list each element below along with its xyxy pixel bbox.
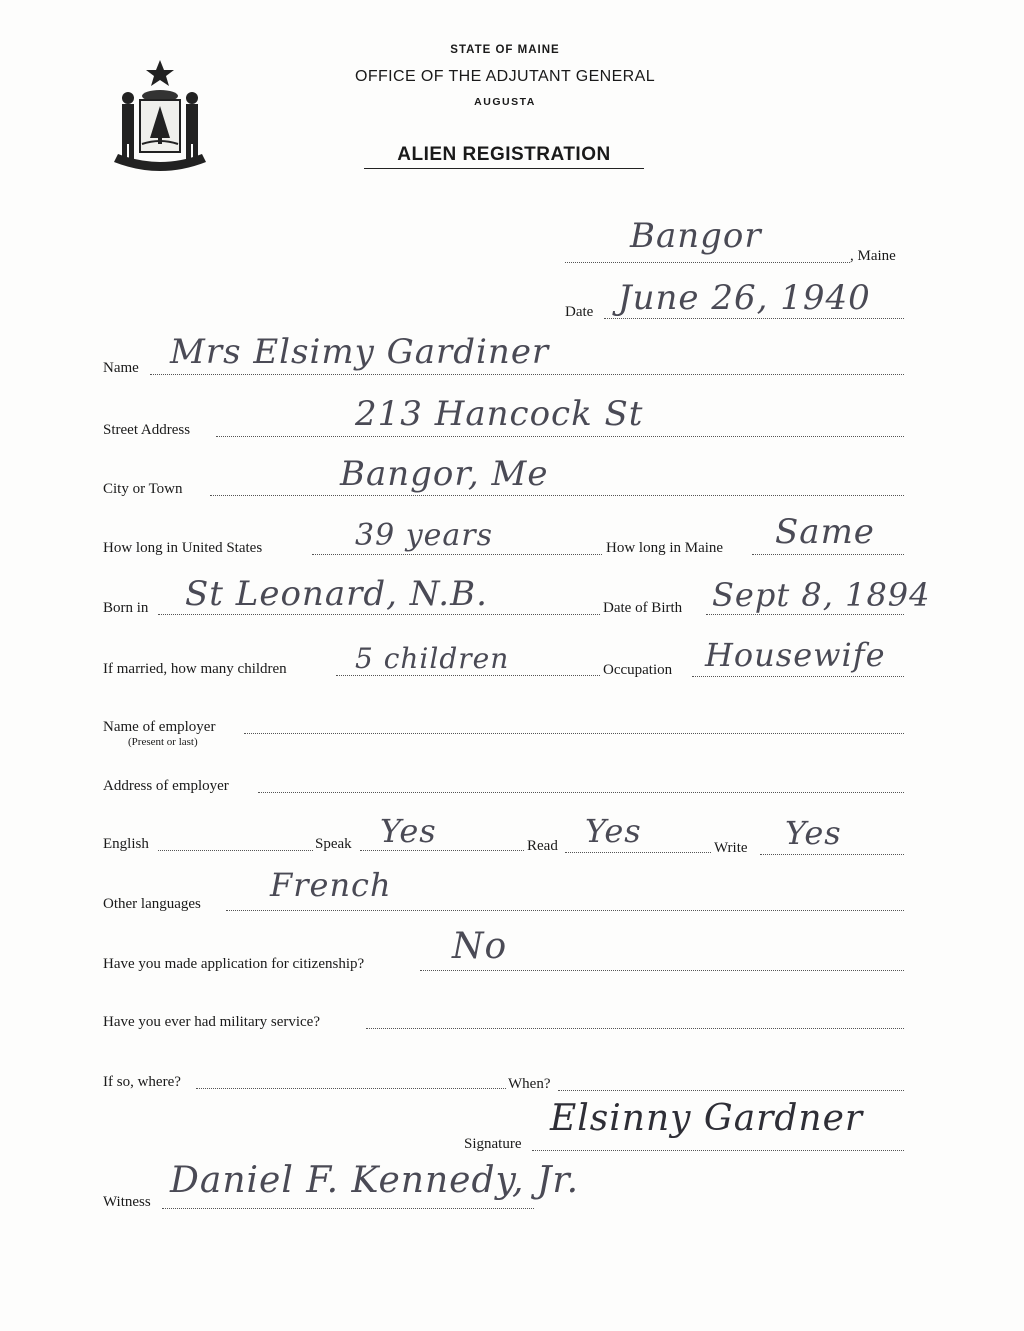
employer-sublabel: (Present or last) [128, 736, 198, 748]
born-in-line [158, 614, 600, 615]
english-label: English [103, 836, 149, 852]
date-value: June 26, 1940 [618, 278, 871, 318]
how-long-us-value: 39 years [355, 518, 494, 553]
name-line [150, 374, 904, 375]
children-line [336, 675, 600, 676]
form-title: ALIEN REGISTRATION [364, 144, 644, 169]
place-line [565, 262, 850, 263]
street-value: 213 Hancock St [355, 394, 644, 434]
children-label: If married, how many children [103, 661, 287, 677]
signature-value: Elsinny Gardner [550, 1098, 864, 1139]
when-line [558, 1090, 904, 1091]
witness-value: Daniel F. Kennedy, Jr. [170, 1160, 580, 1201]
born-in-value: St Leonard, N.B. [185, 574, 488, 614]
city-heading: AUGUSTA [474, 96, 536, 108]
signature-label: Signature [464, 1136, 522, 1152]
date-of-birth-label: Date of Birth [603, 600, 683, 616]
how-long-us-line [312, 554, 602, 555]
write-line [760, 854, 904, 855]
date-of-birth-value: Sept 8, 1894 [712, 576, 931, 614]
employer-label: Name of employer [103, 719, 216, 735]
write-value: Yes [785, 814, 842, 852]
speak-value: Yes [380, 812, 437, 850]
when-label: When? [508, 1076, 551, 1092]
maine-state-seal-icon [110, 58, 210, 182]
read-line [565, 852, 711, 853]
occupation-label: Occupation [603, 662, 673, 678]
where-label: If so, where? [103, 1074, 181, 1090]
occupation-line [692, 676, 904, 677]
city-label: City or Town [103, 481, 183, 497]
how-long-maine-value: Same [775, 512, 875, 552]
english-line [158, 850, 313, 851]
how-long-maine-line [752, 554, 904, 555]
speak-label: Speak [315, 836, 352, 852]
citizenship-value: No [452, 926, 508, 967]
date-of-birth-line [706, 614, 904, 615]
office-heading: OFFICE OF THE ADJUTANT GENERAL [354, 68, 656, 85]
street-line [216, 436, 904, 437]
witness-label: Witness [103, 1194, 151, 1210]
citizenship-label: Have you made application for citizenship? [103, 956, 365, 972]
place-value: Bangor [630, 216, 762, 256]
employer-address-line [258, 792, 904, 793]
occupation-value: Housewife [705, 636, 886, 674]
state-heading: STATE OF MAINE [450, 44, 560, 56]
employer-address-label: Address of employer [103, 778, 229, 794]
read-value: Yes [585, 812, 642, 850]
street-label: Street Address [103, 422, 191, 438]
date-line [604, 318, 904, 319]
citizenship-line [420, 970, 904, 971]
speak-line [360, 850, 524, 851]
military-line [366, 1028, 904, 1029]
children-value: 5 children [355, 642, 510, 675]
how-long-us-label: How long in United States [103, 540, 263, 556]
other-languages-value: French [270, 866, 392, 904]
other-languages-line [226, 910, 904, 911]
city-value: Bangor, Me [340, 454, 549, 494]
name-value: Mrs Elsimy Gardiner [170, 332, 550, 372]
how-long-maine-label: How long in Maine [606, 540, 724, 556]
city-line [210, 495, 904, 496]
witness-line [162, 1208, 534, 1209]
where-line [196, 1088, 506, 1089]
born-in-label: Born in [103, 600, 149, 616]
place-suffix: , Maine [850, 248, 896, 264]
employer-line [244, 733, 904, 734]
date-label: Date [565, 304, 594, 320]
military-label: Have you ever had military service? [103, 1014, 320, 1030]
signature-line [532, 1150, 904, 1151]
other-languages-label: Other languages [103, 896, 201, 912]
write-label: Write [714, 840, 748, 856]
name-label: Name [103, 360, 139, 376]
read-label: Read [527, 838, 558, 854]
